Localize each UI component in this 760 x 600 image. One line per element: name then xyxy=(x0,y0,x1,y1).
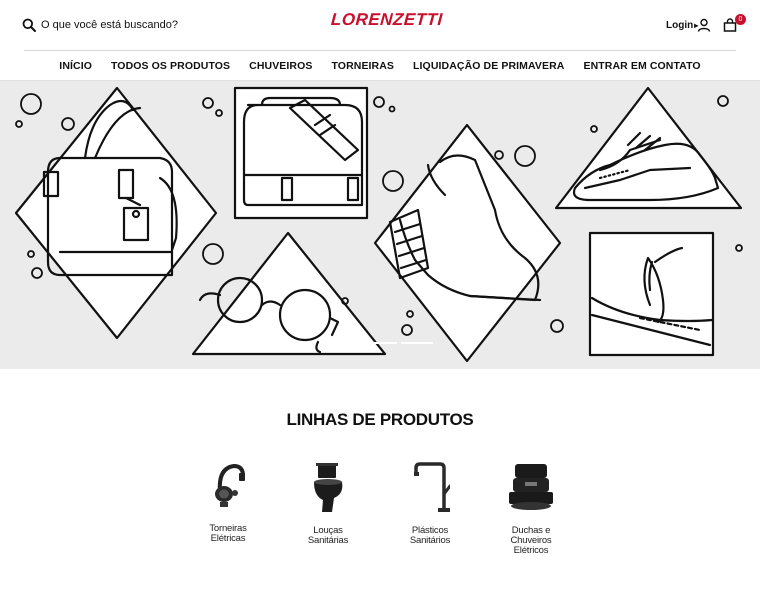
nav-item-torneiras[interactable]: TORNEIRAS xyxy=(331,60,395,72)
product-line-label-1: Duchas e xyxy=(511,525,551,536)
header xyxy=(0,0,760,52)
section-title: LINHAS DE PRODUTOS xyxy=(286,410,474,429)
product-line-plasticos-sanitarios[interactable] xyxy=(385,460,475,546)
nav-item-liquidacao[interactable]: LIQUIDAÇÃO DE PRIMAVERA xyxy=(413,60,565,72)
header-divider xyxy=(24,50,736,51)
product-lines-list xyxy=(0,460,760,580)
product-line-duchas-chuveiros[interactable] xyxy=(486,460,576,556)
sneaker-illustration xyxy=(556,88,741,208)
search-input[interactable] xyxy=(41,15,241,35)
cart-count-badge: 0 xyxy=(735,14,746,25)
shower-head-icon xyxy=(505,460,557,520)
search-icon[interactable] xyxy=(22,18,36,32)
nav-item-inicio[interactable]: INÍCIO xyxy=(59,60,92,72)
product-line-label xyxy=(183,524,273,544)
carousel-dot[interactable] xyxy=(401,342,433,344)
nav-item-chuveiros[interactable]: CHUVEIROS xyxy=(249,60,313,72)
user-icon[interactable] xyxy=(697,18,711,32)
hero-banner[interactable] xyxy=(0,82,760,369)
electric-faucet-icon xyxy=(208,460,248,520)
product-line-label xyxy=(385,526,475,546)
carousel-indicators[interactable] xyxy=(329,342,433,344)
hero-illustration xyxy=(0,82,760,369)
briefcase-illustration xyxy=(235,88,367,218)
handbag-illustration xyxy=(16,88,216,338)
product-line-label-1: Torneiras xyxy=(209,523,247,534)
product-line-label-2: Elétricas xyxy=(210,533,246,544)
boot-illustration xyxy=(375,125,560,361)
carousel-dot[interactable] xyxy=(365,342,397,344)
nav-item-contato[interactable]: ENTRAR EM CONTATO xyxy=(583,60,701,72)
carousel-dot[interactable] xyxy=(329,342,361,344)
product-line-label-1: Plásticos xyxy=(411,525,449,536)
nav-item-todos-os-produtos[interactable]: TODOS OS PRODUTOS xyxy=(110,60,231,72)
login-label: Login xyxy=(666,20,694,31)
feather-illustration xyxy=(590,233,713,355)
toilet-icon xyxy=(308,460,348,520)
product-line-label-2: Chuveiros xyxy=(510,535,552,546)
product-line-label-2: Sanitárias xyxy=(307,535,349,546)
brand-logo[interactable]: LORENZETTI xyxy=(330,10,444,29)
product-line-loucas-sanitarias[interactable] xyxy=(283,460,373,546)
product-line-label xyxy=(283,526,373,546)
chevron-right-icon: ▸ xyxy=(694,21,699,30)
product-line-label-2: Sanitários xyxy=(409,535,451,546)
product-line-label-1: Louças xyxy=(313,525,343,536)
product-line-label-3: Elétricos xyxy=(513,545,549,556)
product-line-label xyxy=(486,526,576,556)
login-link[interactable] xyxy=(666,20,698,31)
tap-icon xyxy=(410,460,450,520)
product-line-torneiras-eletricas[interactable] xyxy=(183,460,273,544)
main-navigation xyxy=(0,52,760,80)
